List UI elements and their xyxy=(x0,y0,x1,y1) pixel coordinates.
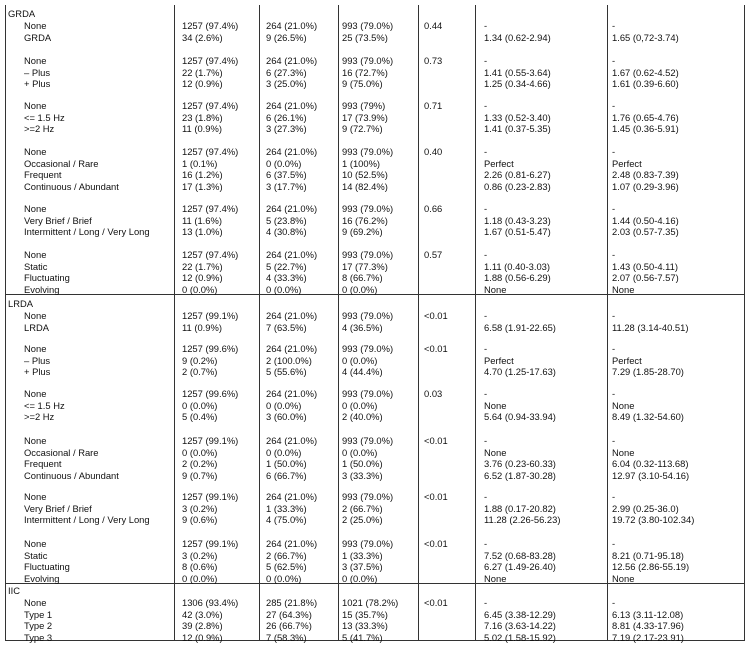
unadjusted-or: - xyxy=(484,491,488,502)
row-label: None xyxy=(24,388,47,399)
p-value: <0.01 xyxy=(424,597,448,608)
total-count: 12 (0.9%) xyxy=(182,631,223,643)
unadjusted-or: - xyxy=(484,146,488,157)
row-label: Continuous / Abundant xyxy=(24,469,119,481)
total-count: 34 (2.6%) xyxy=(182,31,223,43)
row-label: + Plus xyxy=(24,366,51,377)
unadjusted-or: 2.26 (0.81-6.27) xyxy=(484,169,551,180)
total-count: 1257 (99.6%) xyxy=(182,388,239,399)
outcome-yes-count: 3 (60.0%) xyxy=(266,411,307,422)
adjusted-or: 1.65 (0,72-3.74) xyxy=(612,31,679,43)
adjusted-or: 7.19 (2.17-23.91) xyxy=(612,631,684,643)
column-divider xyxy=(607,5,608,640)
outcome-no-count: 4 (36.5%) xyxy=(342,321,383,333)
unadjusted-or: 1.11 (0.40-3.03) xyxy=(484,260,551,272)
row-label: Intermittent / Long / Very Long xyxy=(24,226,150,237)
row-label: Continuous / Abundant xyxy=(24,180,119,192)
column-divider xyxy=(475,5,476,640)
unadjusted-or: None xyxy=(484,283,507,295)
outcome-yes-count: 6 (26.1%) xyxy=(266,111,307,123)
total-count: 1257 (97.4%) xyxy=(182,249,239,260)
row-label: None xyxy=(24,343,47,354)
outcome-no-count: 9 (75.0%) xyxy=(342,78,383,89)
outcome-yes-count: 1 (50.0%) xyxy=(266,458,307,469)
row-label: None xyxy=(24,249,47,260)
adjusted-or: None xyxy=(612,446,635,458)
unadjusted-or: 7.16 (3.63-14.22) xyxy=(484,620,556,631)
total-count: 1306 (93.4%) xyxy=(182,597,239,608)
total-count: 3 (0.2%) xyxy=(182,502,218,514)
total-count: 9 (0.2%) xyxy=(182,354,218,366)
adjusted-or: 7.29 (1.85-28.70) xyxy=(612,366,684,377)
adjusted-or: 2.48 (0.83-7.39) xyxy=(612,169,679,180)
outcome-no-count: 3 (33.3%) xyxy=(342,469,383,481)
adjusted-or: - xyxy=(612,55,616,66)
total-count: 1257 (97.4%) xyxy=(182,20,239,31)
outcome-yes-count: 0 (0.0%) xyxy=(266,157,302,169)
outcome-yes-count: 5 (23.8%) xyxy=(266,214,307,226)
unadjusted-or: 0.86 (0.23-2.83) xyxy=(484,180,551,192)
row-label: + Plus xyxy=(24,78,51,89)
row-label: None xyxy=(24,491,47,502)
outcome-no-count: 993 (79.0%) xyxy=(342,55,394,66)
unadjusted-or: 1.25 (0.34-4.66) xyxy=(484,78,551,89)
outcome-no-count: 0 (0.0%) xyxy=(342,446,378,458)
total-count: 42 (3.0%) xyxy=(182,608,223,620)
outcome-no-count: 3 (37.5%) xyxy=(342,561,383,572)
unadjusted-or: - xyxy=(484,388,488,399)
row-label: Fluctuating xyxy=(24,561,70,572)
p-value: 0.73 xyxy=(424,55,443,66)
adjusted-or: 1.76 (0.65-4.76) xyxy=(612,111,679,123)
unadjusted-or: 1.88 (0.17-20.82) xyxy=(484,502,556,514)
p-value: <0.01 xyxy=(424,538,448,549)
total-count: 1257 (99.1%) xyxy=(182,491,239,502)
column-divider xyxy=(174,5,175,640)
adjusted-or: 2.99 (0.25-36.0) xyxy=(612,502,679,514)
unadjusted-or: 1.67 (0.51-5.47) xyxy=(484,226,551,237)
outcome-no-count: 5 (41.7%) xyxy=(342,631,383,643)
unadjusted-or: - xyxy=(484,597,488,608)
adjusted-or: 1.44 (0.50-4.16) xyxy=(612,214,679,226)
outcome-yes-count: 4 (75.0%) xyxy=(266,514,307,525)
total-count: 9 (0.7%) xyxy=(182,469,218,481)
unadjusted-or: 1.41 (0.55-3.64) xyxy=(484,66,551,78)
outcome-yes-count: 264 (21.0%) xyxy=(266,20,318,31)
row-label: <= 1.5 Hz xyxy=(24,111,65,123)
outcome-no-count: 0 (0.0%) xyxy=(342,354,378,366)
unadjusted-or: 1.18 (0.43-3.23) xyxy=(484,214,551,226)
outcome-no-count: 1021 (78.2%) xyxy=(342,597,399,608)
outcome-no-count: 1 (33.3%) xyxy=(342,549,383,561)
total-count: 1257 (97.4%) xyxy=(182,55,239,66)
adjusted-or: None xyxy=(612,572,635,584)
outcome-yes-count: 0 (0.0%) xyxy=(266,399,302,411)
unadjusted-or: Perfect xyxy=(484,157,514,169)
row-label: LRDA xyxy=(24,321,50,333)
outcome-no-count: 993 (79.0%) xyxy=(342,20,394,31)
total-count: 1257 (99.1%) xyxy=(182,538,239,549)
total-count: 1257 (99.1%) xyxy=(182,310,239,321)
adjusted-or: 1.61 (0.39-6.60) xyxy=(612,78,679,89)
row-label: Frequent xyxy=(24,458,62,469)
unadjusted-or: - xyxy=(484,55,488,66)
row-label: Evolving xyxy=(24,283,60,295)
total-count: 12 (0.9%) xyxy=(182,272,223,283)
outcome-yes-count: 264 (21.0%) xyxy=(266,249,318,260)
unadjusted-or: None xyxy=(484,446,507,458)
outcome-no-count: 2 (25.0%) xyxy=(342,514,383,525)
total-count: 5 (0.4%) xyxy=(182,411,218,422)
outcome-yes-count: 4 (33.3%) xyxy=(266,272,307,283)
unadjusted-or: 6.58 (1.91-22.65) xyxy=(484,321,556,333)
total-count: 2 (0.2%) xyxy=(182,458,218,469)
outcome-no-count: 15 (35.7%) xyxy=(342,608,388,620)
outcome-yes-count: 264 (21.0%) xyxy=(266,146,318,157)
row-label: None xyxy=(24,435,47,446)
outcome-no-count: 993 (79.0%) xyxy=(342,146,394,157)
adjusted-or: 19.72 (3.80-102.34) xyxy=(612,514,695,525)
unadjusted-or: - xyxy=(484,203,488,214)
total-count: 11 (1.6%) xyxy=(182,214,222,226)
adjusted-or: - xyxy=(612,538,616,549)
outcome-yes-count: 264 (21.0%) xyxy=(266,343,318,354)
row-label: >=2 Hz xyxy=(24,123,55,134)
adjusted-or: - xyxy=(612,20,616,31)
row-label: <= 1.5 Hz xyxy=(24,399,65,411)
total-count: 1257 (97.4%) xyxy=(182,203,239,214)
adjusted-or: 6.04 (0.32-113.68) xyxy=(612,458,689,469)
adjusted-or: 11.28 (3.14-40.51) xyxy=(612,321,689,333)
row-label: Evolving xyxy=(24,572,60,584)
adjusted-or: None xyxy=(612,283,635,295)
unadjusted-or: 6.45 (3.38-12.29) xyxy=(484,608,556,620)
unadjusted-or: - xyxy=(484,343,488,354)
row-label: None xyxy=(24,100,47,111)
unadjusted-or: - xyxy=(484,20,488,31)
total-count: 1257 (97.4%) xyxy=(182,100,239,111)
outcome-no-count: 25 (73.5%) xyxy=(342,31,388,43)
unadjusted-or: - xyxy=(484,435,488,446)
unadjusted-or: 6.52 (1.87-30.28) xyxy=(484,469,556,481)
total-count: 1257 (99.1%) xyxy=(182,435,239,446)
outcome-no-count: 0 (0.0%) xyxy=(342,572,378,584)
adjusted-or: - xyxy=(612,310,616,321)
outcome-yes-count: 2 (66.7%) xyxy=(266,549,307,561)
row-label: Type 2 xyxy=(24,620,53,631)
adjusted-or: - xyxy=(612,343,616,354)
unadjusted-or: 6.27 (1.49-26.40) xyxy=(484,561,556,572)
outcome-yes-count: 3 (27.3%) xyxy=(266,123,307,134)
adjusted-or: 8.81 (4.33-17.96) xyxy=(612,620,684,631)
unadjusted-or: 1.33 (0.52-3.40) xyxy=(484,111,551,123)
p-value: 0.57 xyxy=(424,249,443,260)
row-label: Static xyxy=(24,260,48,272)
table-border-right xyxy=(744,5,745,640)
outcome-no-count: 2 (66.7%) xyxy=(342,502,383,514)
unadjusted-or: - xyxy=(484,249,488,260)
outcome-yes-count: 0 (0.0%) xyxy=(266,446,302,458)
total-count: 22 (1.7%) xyxy=(182,260,223,272)
row-label: None xyxy=(24,203,47,214)
unadjusted-or: 4.70 (1.25-17.63) xyxy=(484,366,556,377)
p-value: 0.66 xyxy=(424,203,443,214)
unadjusted-or: None xyxy=(484,572,507,584)
adjusted-or: 1.07 (0.29-3.96) xyxy=(612,180,679,192)
total-count: 11 (0.9%) xyxy=(182,123,222,134)
outcome-no-count: 10 (52.5%) xyxy=(342,169,388,180)
outcome-yes-count: 9 (26.5%) xyxy=(266,31,307,43)
unadjusted-or: - xyxy=(484,538,488,549)
adjusted-or: 2.07 (0.56-7.57) xyxy=(612,272,679,283)
outcome-yes-count: 5 (55.6%) xyxy=(266,366,307,377)
row-label: Intermittent / Long / Very Long xyxy=(24,514,150,525)
outcome-no-count: 4 (44.4%) xyxy=(342,366,383,377)
outcome-no-count: 0 (0.0%) xyxy=(342,283,378,295)
unadjusted-or: 11.28 (2.26-56.23) xyxy=(484,514,561,525)
p-value: <0.01 xyxy=(424,310,448,321)
total-count: 12 (0.9%) xyxy=(182,78,223,89)
row-label: Type 3 xyxy=(24,631,53,643)
total-count: 1257 (97.4%) xyxy=(182,146,239,157)
outcome-yes-count: 6 (66.7%) xyxy=(266,469,307,481)
row-label: None xyxy=(24,597,47,608)
row-label: None xyxy=(24,310,47,321)
total-count: 11 (0.9%) xyxy=(182,321,222,333)
unadjusted-or: 7.52 (0.68-83.28) xyxy=(484,549,556,561)
outcome-yes-count: 5 (22.7%) xyxy=(266,260,307,272)
adjusted-or: - xyxy=(612,388,616,399)
row-label: None xyxy=(24,538,47,549)
total-count: 8 (0.6%) xyxy=(182,561,218,572)
unadjusted-or: - xyxy=(484,310,488,321)
adjusted-or: - xyxy=(612,249,616,260)
unadjusted-or: - xyxy=(484,100,488,111)
outcome-yes-count: 264 (21.0%) xyxy=(266,388,318,399)
row-label: None xyxy=(24,20,47,31)
outcome-no-count: 1 (100%) xyxy=(342,157,381,169)
p-value: <0.01 xyxy=(424,343,448,354)
outcome-yes-count: 27 (64.3%) xyxy=(266,608,312,620)
outcome-yes-count: 5 (62.5%) xyxy=(266,561,307,572)
outcome-no-count: 993 (79%) xyxy=(342,100,386,111)
outcome-no-count: 0 (0.0%) xyxy=(342,399,378,411)
total-count: 17 (1.3%) xyxy=(182,180,223,192)
total-count: 23 (1.8%) xyxy=(182,111,223,123)
adjusted-or: 12.97 (3.10-54.16) xyxy=(612,469,690,481)
outcome-yes-count: 0 (0.0%) xyxy=(266,572,302,584)
outcome-yes-count: 0 (0.0%) xyxy=(266,283,302,295)
total-count: 13 (1.0%) xyxy=(182,226,223,237)
outcome-yes-count: 264 (21.0%) xyxy=(266,538,318,549)
row-label: Frequent xyxy=(24,169,62,180)
column-divider xyxy=(259,5,260,640)
outcome-yes-count: 3 (25.0%) xyxy=(266,78,307,89)
total-count: 3 (0.2%) xyxy=(182,549,218,561)
total-count: 16 (1.2%) xyxy=(182,169,223,180)
p-value: 0.40 xyxy=(424,146,443,157)
unadjusted-or: 1.88 (0.56-6.29) xyxy=(484,272,551,283)
adjusted-or: - xyxy=(612,146,616,157)
outcome-yes-count: 6 (37.5%) xyxy=(266,169,307,180)
outcome-no-count: 993 (79.0%) xyxy=(342,343,394,354)
outcome-yes-count: 7 (58.3%) xyxy=(266,631,307,643)
section-title: LRDA xyxy=(8,298,34,309)
row-label: Type 1 xyxy=(24,608,53,620)
unadjusted-or: Perfect xyxy=(484,354,514,366)
row-label: Very Brief / Brief xyxy=(24,214,92,226)
section-title: GRDA xyxy=(8,8,36,19)
outcome-yes-count: 264 (21.0%) xyxy=(266,310,318,321)
outcome-yes-count: 6 (27.3%) xyxy=(266,66,307,78)
total-count: 1257 (99.6%) xyxy=(182,343,239,354)
outcome-yes-count: 26 (66.7%) xyxy=(266,620,312,631)
outcome-no-count: 16 (76.2%) xyxy=(342,214,388,226)
outcome-no-count: 993 (79.0%) xyxy=(342,203,394,214)
unadjusted-or: 3.76 (0.23-60.33) xyxy=(484,458,556,469)
table-border-left xyxy=(5,5,6,640)
row-label: – Plus xyxy=(24,354,51,366)
total-count: 0 (0.0%) xyxy=(182,572,218,584)
outcome-yes-count: 2 (100.0%) xyxy=(266,354,312,366)
total-count: 39 (2.8%) xyxy=(182,620,223,631)
adjusted-or: - xyxy=(612,100,616,111)
row-label: Very Brief / Brief xyxy=(24,502,92,514)
outcome-no-count: 8 (66.7%) xyxy=(342,272,383,283)
outcome-no-count: 2 (40.0%) xyxy=(342,411,383,422)
unadjusted-or: 1.34 (0.62-2.94) xyxy=(484,31,551,43)
outcome-yes-count: 264 (21.0%) xyxy=(266,55,318,66)
outcome-no-count: 17 (77.3%) xyxy=(342,260,388,272)
outcome-yes-count: 264 (21.0%) xyxy=(266,491,318,502)
column-divider xyxy=(338,5,339,640)
total-count: 0 (0.0%) xyxy=(182,399,218,411)
unadjusted-or: 5.64 (0.94-33.94) xyxy=(484,411,556,422)
outcome-no-count: 9 (69.2%) xyxy=(342,226,383,237)
outcome-yes-count: 4 (30.8%) xyxy=(266,226,307,237)
row-label: >=2 Hz xyxy=(24,411,55,422)
outcome-no-count: 14 (82.4%) xyxy=(342,180,388,192)
outcome-no-count: 17 (73.9%) xyxy=(342,111,388,123)
adjusted-or: - xyxy=(612,491,616,502)
outcome-no-count: 993 (79.0%) xyxy=(342,491,394,502)
outcome-no-count: 13 (33.3%) xyxy=(342,620,388,631)
total-count: 2 (0.7%) xyxy=(182,366,218,377)
adjusted-or: 6.13 (3.11-12.08) xyxy=(612,608,684,620)
row-label: None xyxy=(24,146,47,157)
column-divider xyxy=(418,5,419,640)
adjusted-or: 1.43 (0.50-4.11) xyxy=(612,260,679,272)
outcome-no-count: 993 (79.0%) xyxy=(342,249,394,260)
p-value: <0.01 xyxy=(424,435,448,446)
adjusted-or: 12.56 (2.86-55.19) xyxy=(612,561,690,572)
adjusted-or: Perfect xyxy=(612,354,642,366)
row-label: Fluctuating xyxy=(24,272,70,283)
total-count: 1 (0.1%) xyxy=(182,157,218,169)
outcome-no-count: 993 (79.0%) xyxy=(342,388,394,399)
adjusted-or: None xyxy=(612,399,635,411)
row-label: None xyxy=(24,55,47,66)
outcome-yes-count: 7 (63.5%) xyxy=(266,321,307,333)
outcome-no-count: 16 (72.7%) xyxy=(342,66,388,78)
outcome-yes-count: 285 (21.8%) xyxy=(266,597,318,608)
outcome-yes-count: 264 (21.0%) xyxy=(266,435,318,446)
outcome-no-count: 993 (79.0%) xyxy=(342,435,394,446)
outcome-yes-count: 3 (17.7%) xyxy=(266,180,307,192)
outcome-yes-count: 1 (33.3%) xyxy=(266,502,307,514)
outcome-no-count: 993 (79.0%) xyxy=(342,310,394,321)
outcome-no-count: 1 (50.0%) xyxy=(342,458,383,469)
p-value: <0.01 xyxy=(424,491,448,502)
outcome-no-count: 993 (79.0%) xyxy=(342,538,394,549)
unadjusted-or: 5.02 (1.58-15.92) xyxy=(484,631,556,643)
adjusted-or: 8.49 (1.32-54.60) xyxy=(612,411,684,422)
row-label: Static xyxy=(24,549,48,561)
unadjusted-or: None xyxy=(484,399,507,411)
outcome-yes-count: 264 (21.0%) xyxy=(266,100,318,111)
total-count: 0 (0.0%) xyxy=(182,283,218,295)
unadjusted-or: 1.41 (0.37-5.35) xyxy=(484,123,551,134)
p-value: 0.44 xyxy=(424,20,443,31)
adjusted-or: - xyxy=(612,435,616,446)
row-label: Occasional / Rare xyxy=(24,446,99,458)
total-count: 9 (0.6%) xyxy=(182,514,218,525)
total-count: 0 (0.0%) xyxy=(182,446,218,458)
section-title: IIC xyxy=(8,585,20,596)
outcome-no-count: 9 (72.7%) xyxy=(342,123,383,134)
adjusted-or: - xyxy=(612,203,616,214)
adjusted-or: 2.03 (0.57-7.35) xyxy=(612,226,679,237)
adjusted-or: Perfect xyxy=(612,157,642,169)
p-value: 0.03 xyxy=(424,388,443,399)
adjusted-or: 8.21 (0.71-95.18) xyxy=(612,549,684,561)
p-value: 0.71 xyxy=(424,100,443,111)
adjusted-or: 1.67 (0.62-4.52) xyxy=(612,66,679,78)
row-label: – Plus xyxy=(24,66,51,78)
row-label: Occasional / Rare xyxy=(24,157,99,169)
adjusted-or: - xyxy=(612,597,616,608)
adjusted-or: 1.45 (0.36-5.91) xyxy=(612,123,679,134)
outcome-yes-count: 264 (21.0%) xyxy=(266,203,318,214)
total-count: 22 (1.7%) xyxy=(182,66,223,78)
row-label: GRDA xyxy=(24,31,52,43)
